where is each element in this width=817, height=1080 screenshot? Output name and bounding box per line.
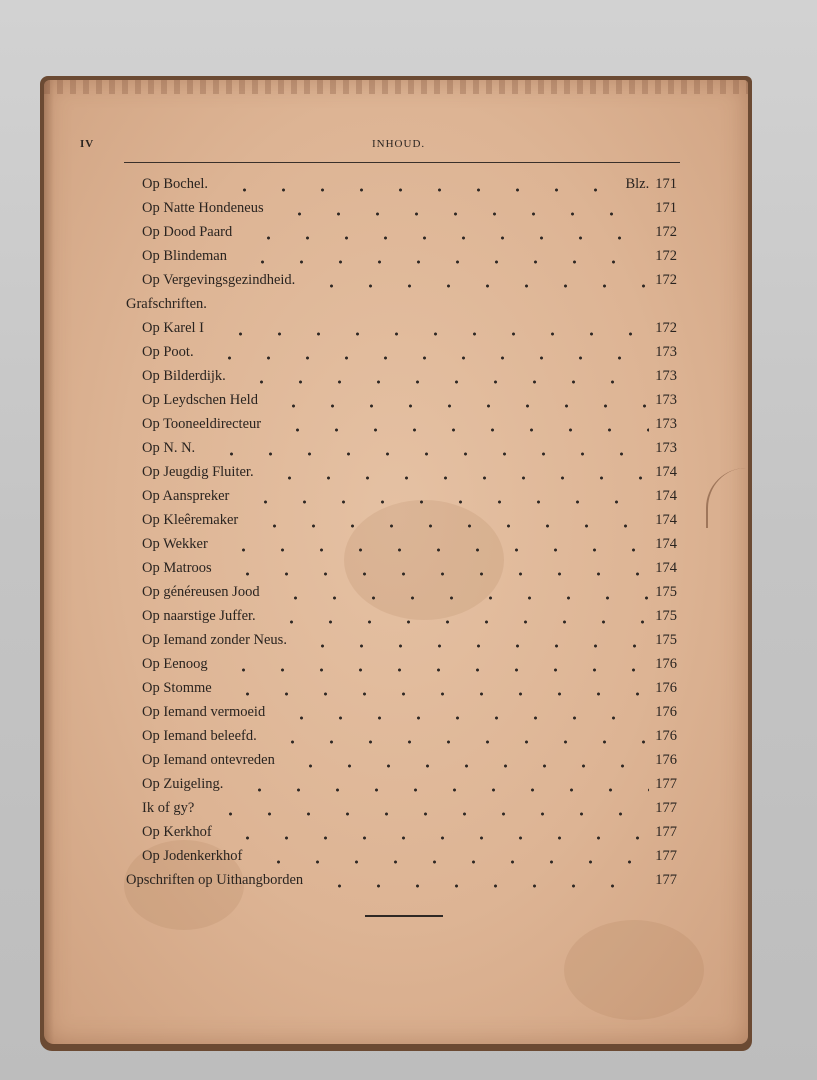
toc-entry (0, 824, 817, 848)
toc-entry-label: Op Iemand beleefd. (142, 728, 257, 744)
toc-entry (0, 800, 817, 824)
dot-leader (215, 320, 649, 344)
toc-entry (0, 272, 817, 296)
toc-page-ref (655, 320, 677, 337)
toc-entry (0, 320, 817, 344)
toc-page-number: 174 (655, 512, 677, 528)
toc-page-number: 176 (655, 728, 677, 744)
toc-entry (0, 440, 817, 464)
toc-entry (0, 464, 817, 488)
toc-page-number: 174 (655, 488, 677, 504)
dot-leader (206, 440, 649, 464)
toc-page-number: 177 (655, 800, 677, 816)
toc-page-number: 174 (655, 536, 677, 552)
toc-page-ref (655, 632, 677, 649)
toc-page-number: 175 (655, 608, 677, 624)
toc-entry-label: Op Aanspreker (142, 488, 230, 504)
toc-page-ref (625, 176, 677, 193)
toc-entry (0, 848, 817, 872)
toc-entry-label: Op Iemand ontevreden (142, 752, 275, 768)
toc-page-number: 177 (655, 776, 677, 792)
dot-leader (276, 704, 649, 728)
toc-entry-label: Op Jodenkerkhof (142, 848, 243, 864)
toc-entry (0, 728, 817, 752)
toc-entry-label: Op généreusen Jood (142, 584, 260, 600)
toc-page-ref (655, 872, 677, 889)
toc-entry (0, 512, 817, 536)
toc-entry-label: Op Bilderdijk. (142, 368, 226, 384)
toc-entry-label: Op naarstige Juffer. (142, 608, 256, 624)
toc-page-ref (655, 608, 677, 625)
toc-entry-label: Op Matroos (142, 560, 212, 576)
toc-entry (0, 392, 817, 416)
toc-entry-label: Op Jeugdig Fluiter. (142, 464, 254, 480)
toc-page-number: 176 (655, 680, 677, 696)
toc-page-ref (655, 392, 677, 409)
toc-page-number: 171 (655, 200, 677, 216)
toc-entry-label: Op Kerkhof (142, 824, 212, 840)
toc-page-number: 172 (655, 272, 677, 288)
dot-leader (285, 752, 649, 776)
toc-entry (0, 560, 817, 584)
toc-entry-label: Opschriften op Uithangborden (126, 872, 304, 888)
toc-page-ref (655, 224, 677, 241)
toc-entry (0, 680, 817, 704)
toc-entry (0, 200, 817, 224)
dot-leader (240, 488, 649, 512)
dot-leader (268, 392, 649, 416)
toc-entry (0, 608, 817, 632)
toc-entry (0, 176, 817, 200)
dot-leader (205, 800, 649, 824)
toc-entry (0, 704, 817, 728)
toc-entry-label: Op Dood Paard (142, 224, 233, 240)
toc-entry-label: Op Natte Hondeneus (142, 200, 264, 216)
dot-leader (218, 536, 649, 560)
toc-entry-label: Ik of gy? (142, 800, 195, 816)
dot-leader (270, 584, 649, 608)
toc-entry-label: Op Iemand zonder Neus. (142, 632, 287, 648)
page-number: IV (80, 138, 95, 150)
toc-page-ref (655, 728, 677, 745)
toc-page-number: 172 (655, 224, 677, 240)
toc-page-number: 172 (655, 320, 677, 336)
toc-page-ref (655, 560, 677, 577)
dot-leader (264, 464, 649, 488)
toc-entry-label: Op Eenoog (142, 656, 208, 672)
toc-page-ref (655, 368, 677, 385)
toc-entry-label: Op Leydschen Held (142, 392, 258, 408)
toc-page-ref (655, 824, 677, 841)
toc-page-ref (655, 488, 677, 505)
dot-leader (297, 632, 649, 656)
toc-entry (0, 584, 817, 608)
toc-page-number: 173 (655, 368, 677, 384)
toc-page-ref (655, 656, 677, 673)
toc-page-number: 177 (655, 848, 677, 864)
toc-entry-label: Op Iemand vermoeid (142, 704, 266, 720)
toc-page-ref (655, 776, 677, 793)
dot-leader (234, 776, 649, 800)
toc-page-ref (655, 344, 677, 361)
toc-page-ref (655, 200, 677, 217)
toc-page-number: 175 (655, 632, 677, 648)
toc-section-heading (0, 872, 817, 896)
dot-leader (274, 200, 649, 224)
dot-leader (222, 560, 649, 584)
dot-leader (237, 248, 649, 272)
toc-page-number: 173 (655, 392, 677, 408)
dot-leader (219, 176, 619, 200)
dot-leader (314, 872, 649, 896)
toc-page-number: 176 (655, 656, 677, 672)
toc-page-number: 177 (655, 872, 677, 888)
toc-page-ref (655, 272, 677, 289)
toc-page-number: 174 (655, 464, 677, 480)
toc-page-ref (655, 800, 677, 817)
toc-page-number: 174 (655, 560, 677, 576)
toc-entry (0, 776, 817, 800)
toc-page-number: 176 (655, 704, 677, 720)
toc-entry-label: Op Poot. (142, 344, 194, 360)
toc-entry (0, 224, 817, 248)
dot-leader (266, 608, 649, 632)
toc-page-number: 171 (655, 176, 677, 192)
toc-page-ref (655, 584, 677, 601)
toc-entry-label: Op Blindeman (142, 248, 227, 264)
toc-entry-label: Op Karel I (142, 320, 205, 336)
dot-leader (249, 512, 649, 536)
toc-entry-label: Op Tooneeldirecteur (142, 416, 262, 432)
dot-leader (222, 680, 649, 704)
toc-entry (0, 488, 817, 512)
page-title: INHOUD. (372, 138, 426, 150)
toc-page-number: 176 (655, 752, 677, 768)
toc-page-number: 175 (655, 584, 677, 600)
toc-page-ref (655, 704, 677, 721)
toc-entry (0, 368, 817, 392)
dot-leader (253, 848, 649, 872)
toc-entry-label: Op Bochel. (142, 176, 209, 192)
toc-entry (0, 248, 817, 272)
toc-entry (0, 656, 817, 680)
blz-label: Blz. (625, 176, 650, 192)
toc-page-number: 173 (655, 440, 677, 456)
end-rule (365, 915, 443, 917)
toc-page-ref (655, 416, 677, 433)
toc-page-ref (655, 512, 677, 529)
toc-page-ref (655, 440, 677, 457)
dot-leader (222, 824, 649, 848)
toc-page-ref (655, 464, 677, 481)
toc-page-ref (655, 248, 677, 265)
toc-page-ref (655, 680, 677, 697)
toc-section-heading (0, 296, 817, 320)
toc-page-ref (655, 536, 677, 553)
toc-page-ref (655, 752, 677, 769)
toc-entry (0, 344, 817, 368)
toc-page-number: 173 (655, 416, 677, 432)
toc-entry (0, 536, 817, 560)
toc-entry (0, 632, 817, 656)
toc-entry (0, 752, 817, 776)
toc-entry-label: Op N. N. (142, 440, 196, 456)
dot-leader (204, 344, 649, 368)
toc-page-number: 172 (655, 248, 677, 264)
toc-page-ref (655, 848, 677, 865)
dot-leader (218, 656, 649, 680)
dot-leader (306, 272, 649, 296)
toc-page-number: 173 (655, 344, 677, 360)
toc-page-number: 177 (655, 824, 677, 840)
toc-entry-label: Op Vergevingsgezindheid. (142, 272, 296, 288)
toc-entry-label: Op Wekker (142, 536, 208, 552)
dot-leader (267, 728, 649, 752)
toc-entry-label: Op Zuigeling. (142, 776, 224, 792)
dot-leader (272, 416, 649, 440)
toc-entry (0, 416, 817, 440)
dot-leader (243, 224, 649, 248)
toc-entry-label: Op Stomme (142, 680, 212, 696)
toc-entry-label: Grafschriften. (126, 296, 207, 312)
dot-leader (236, 368, 649, 392)
toc-entry-label: Op Kleêremaker (142, 512, 239, 528)
